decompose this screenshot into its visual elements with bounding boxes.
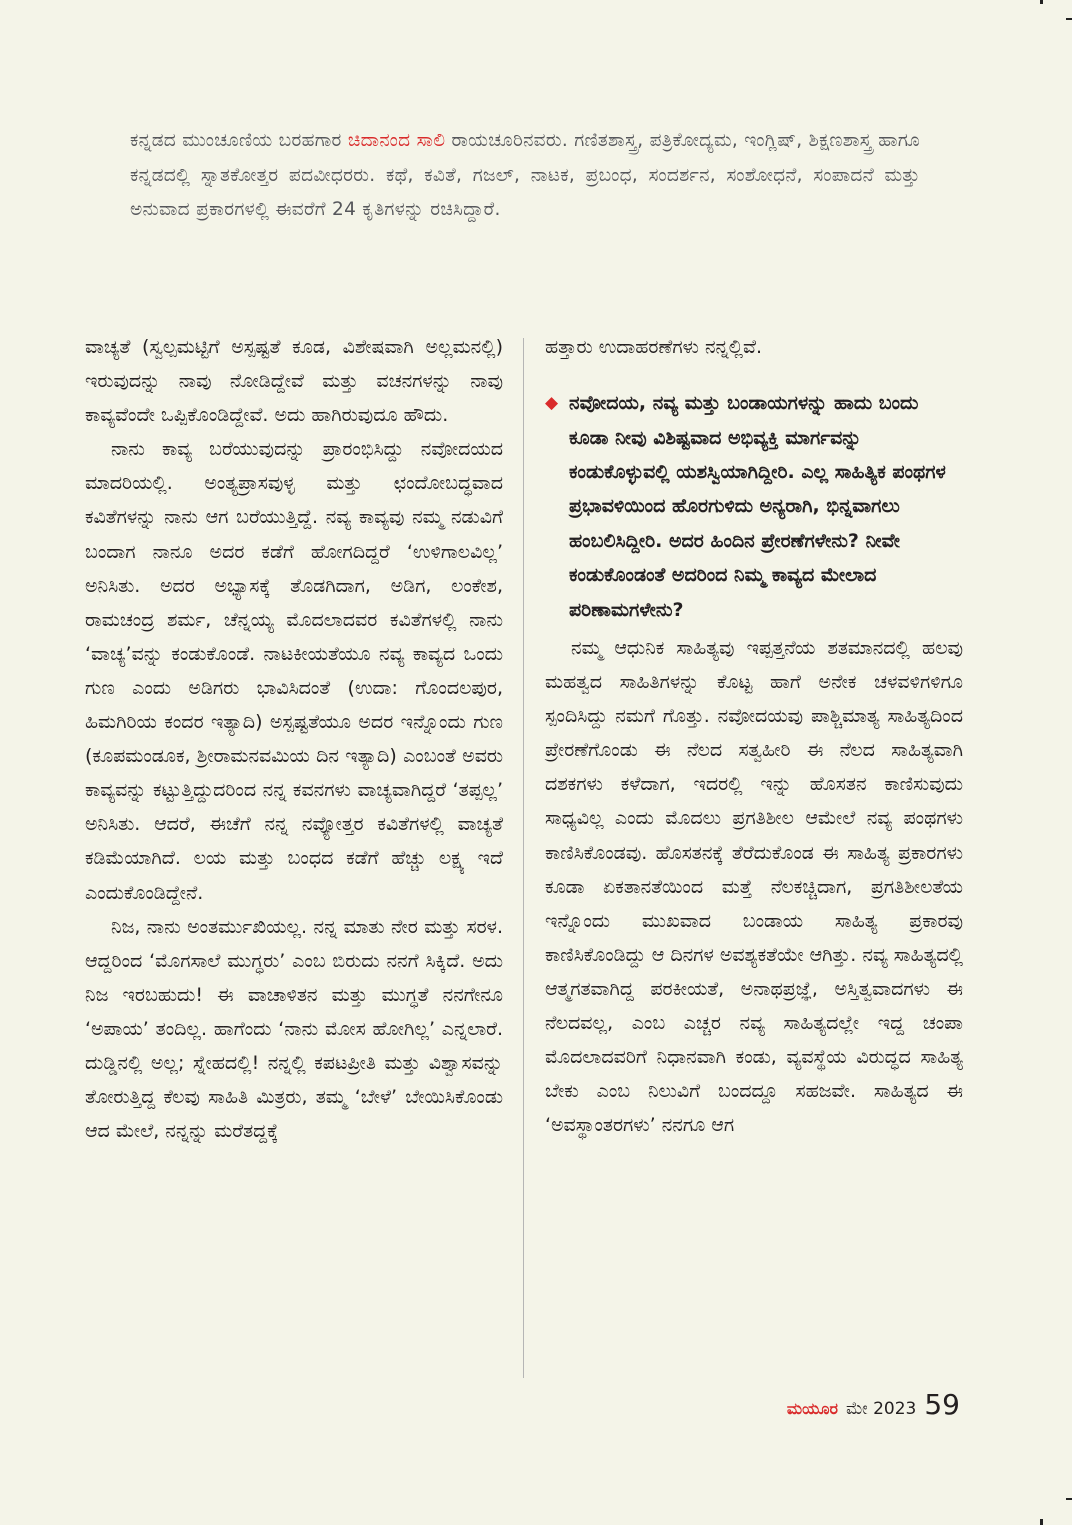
issue-date: ಮೇ 2023 xyxy=(845,1399,917,1419)
left-paragraph-1: ವಾಚ್ಯತೆ (ಸ್ವಲ್ಪಮಟ್ಟಿಗೆ ಅಸ್ಪಷ್ಟತೆ ಕೂಡ, ವಿಶೇಷವಾಗಿ ಅಲ್ಲಮನಲ್ಲಿ) ಇರುವುದನ್ನು ನಾವು ನೋಡಿದ್ದೇವೆ ಮತ್ತು ವಚನಗಳನ್ನು ನಾವು ಕಾವ್ಯವೆಂದೇ ಒಪ್ಪಿಕೊಂಡಿದ್ದೇವೆ. ಅದು ಹಾಗಿರುವುದೂ ಹೌದು. xyxy=(85,336,503,427)
crop-mark-right-top xyxy=(1066,18,1072,20)
left-paragraph-3: ನಿಜ, ನಾನು ಅಂತರ್ಮುಖಿಯಲ್ಲ. ನನ್ನ ಮಾತು ನೇರ ಮತ್ತು ಸರಳ. ಆದ್ದರಿಂದ ‘ಮೊಗಸಾಲೆ ಮುಗ್ಧರು’ ಎಂಬ ಬಿರುದು ನನಗೆ ಸಿಕ್ಕಿದೆ. ಅದು ನಿಜ ಇರಬಹುದು! ಈ ವಾಚಾಳಿತನ ಮತ್ತು ಮುಗ್ಧತೆ ನನಗೇನೂ ‘ಅಪಾಯ’ ತಂದಿಲ್ಲ. ಹಾಗೆಂದು ‘ನಾನು ಮೋಸ ಹೋಗಿಲ್ಲ’ ಎನ್ನಲಾರೆ. ದುಡ್ಡಿನಲ್ಲಿ ಅಲ್ಲ; ಸ್ನೇಹದಲ್ಲಿ! ನನ್ನಲ್ಲಿ ಕಪಟಪ್ರೀತಿ ಮತ್ತು ವಿಶ್ವಾಸವನ್ನು ತೋರುತ್ತಿದ್ದ ಕೆಲವು ಸಾಹಿತಿ ಮಿತ್ರರು, ತಮ್ಮ ‘ಬೇಳೆ’ ಬೇಯಿಸಿಕೊಂಡು ಆದ ಮೇಲೆ, ನನ್ನನ್ನು ಮರೆತದ್ದಕ್ಕೆ xyxy=(85,915,503,1143)
left-paragraph-2: ನಾನು ಕಾವ್ಯ ಬರೆಯುವುದನ್ನು ಪ್ರಾರಂಭಿಸಿದ್ದು ನವೋದಯದ ಮಾದರಿಯಲ್ಲಿ. ಅಂತ್ಯಪ್ರಾಸವುಳ್ಳ ಮತ್ತು ಛಂದೋಬದ್ಧವಾದ ಕವಿತೆಗಳನ್ನು ನಾನು ಆಗ ಬರೆಯುತ್ತಿದ್ದೆ. ನವ್ಯ ಕಾವ್ಯವು ನಮ್ಮ ನಡುವಿಗೆ ಬಂದಾಗ ನಾನೂ ಅದರ ಕಡೆಗೆ ಹೋಗದಿದ್ದರೆ ‘ಉಳಿಗಾಲವಿಲ್ಲ’ ಅನಿಸಿತು. ಅದರ ಅಭ್ಯಾಸಕ್ಕೆ ತೊಡಗಿದಾಗ, ಅಡಿಗ, ಲಂಕೇಶ, ರಾಮಚಂದ್ರ ಶರ್ಮ, ಚೆನ್ನಯ್ಯ ಮೊದಲಾದವರ ಕವಿತೆಗಳಲ್ಲಿ ನಾನು ‘ವಾಚ್ಯ’ವನ್ನು ಕಂಡುಕೊಂಡೆ. ನಾಟಕೀಯತೆಯೂ ನವ್ಯ ಕಾವ್ಯದ ಒಂದು ಗುಣ ಎಂದು ಅಡಿಗರು ಭಾವಿಸಿದಂತೆ (ಉದಾ: ಗೊಂದಲಪುರ, ಹಿಮಗಿರಿಯ ಕಂದರ ಇತ್ಯಾದಿ) ಅಸ್ಪಷ್ಟತೆಯೂ ಅದರ ಇನ್ನೊಂದು ಗುಣ (ಕೂಪಮಂಡೂಕ, ಶ್ರೀರಾಮನವಮಿಯ ದಿನ ಇತ್ಯಾದಿ) ಎಂಬಂತೆ ಅವರು ಕಾವ್ಯವನ್ನು ಕಟ್ಟುತ್ತಿದ್ದುದರಿಂದ ನನ್ನ ಕವನಗಳು ವಾಚ್ಯವಾಗಿದ್ದರೆ ‘ತಪ್ಪಲ್ಲ’ ಅನಿಸಿತು. ಆದರೆ, ಈಚೆಗೆ ನನ್ನ ನವ್ಯೋತ್ತರ ಕವಿತೆಗಳಲ್ಲಿ ವಾಚ್ಯತೆ ಕಡಿಮೆಯಾಗಿದೆ. ಲಯ ಮತ್ತು ಬಂಧದ ಕಡೆಗೆ ಹೆಚ್ಚು ಲಕ್ಷ್ಯ ಇದೆ ಎಂದುಕೊಂಡಿದ್ದೇನೆ. xyxy=(85,438,503,904)
author-name: ಚಿದಾನಂದ ಸಾಲಿ xyxy=(347,130,446,151)
interview-question xyxy=(545,386,963,627)
column-divider xyxy=(523,338,524,1378)
crop-mark-bottom xyxy=(1040,1519,1043,1525)
intro-text-before: ಕನ್ನಡದ ಮುಂಚೂಣಿಯ ಬರಹಗಾರ xyxy=(130,130,342,151)
page-footer xyxy=(787,1388,960,1421)
magazine-name: ಮಯೂರ xyxy=(786,1399,838,1418)
page-number: 59 xyxy=(924,1388,960,1421)
intro-text-after: ರಾಯಚೂರಿನವರು. ಗಣಿತಶಾಸ್ತ್ರ, ಪತ್ರಿಕೋದ್ಯಮ, ಇಂಗ್ಲಿಷ್, ಶಿಕ್ಷಣಶಾಸ್ತ್ರ ಹಾಗೂ ಕನ್ನಡದಲ್ಲಿ ಸ್ನಾತಕೋತ್ತರ ಪದವೀಧರರು. ಕಥೆ, ಕವಿತೆ, ಗಜಲ್, ನಾಟಕ, ಪ್ರಬಂಧ, ಸಂದರ್ಶನ, ಸಂಶೋಧನೆ, ಸಂಪಾದನೆ ಮತ್ತು ಅನುವಾದ ಪ್ರಕಾರಗಳಲ್ಲಿ ಈವರೆಗೆ 24 ಕೃತಿಗಳನ್ನು ರಚಿಸಿದ್ದಾರೆ. xyxy=(130,130,920,220)
red-diamond-icon: ◆ xyxy=(545,393,559,414)
right-paragraph-1: ಹತ್ತಾರು ಉದಾಹರಣೆಗಳು ನನ್ನಲ್ಲಿವೆ. xyxy=(545,336,763,358)
right-column xyxy=(545,330,963,1142)
question-text: ನವೋದಯ, ನವ್ಯ ಮತ್ತು ಬಂಡಾಯಗಳನ್ನು ಹಾದು ಬಂದು ಕೂಡಾ ನೀವು ವಿಶಿಷ್ಟವಾದ ಅಭಿವ್ಯಕ್ತಿ ಮಾರ್ಗವನ್ನು ಕಂಡುಕೊಳ್ಳುವಲ್ಲಿ ಯಶಸ್ವಿಯಾಗಿದ್ದೀರಿ. ಎಲ್ಲ ಸಾಹಿತ್ಯಿಕ ಪಂಥಗಳ ಪ್ರಭಾವಳಿಯಿಂದ ಹೊರಗುಳಿದು ಅನ್ಯರಾಗಿ, ಭಿನ್ನವಾಗಲು ಹಂಬಲಿಸಿದ್ದೀರಿ. ಅದರ ಹಿಂದಿನ ಪ್ರೇರಣೆಗಳೇನು? ನೀವೇ ಕಂಡುಕೊಂಡಂತೆ ಅದರಿಂದ ನಿಮ್ಮ ಕಾವ್ಯದ ಮೇಲಾದ ಪರಿಣಾಮಗಳೇನು? xyxy=(569,392,946,621)
right-paragraph-2: ನಮ್ಮ ಆಧುನಿಕ ಸಾಹಿತ್ಯವು ಇಪ್ಪತ್ತನೆಯ ಶತಮಾನದಲ್ಲಿ ಹಲವು ಮಹತ್ವದ ಸಾಹಿತಿಗಳನ್ನು ಕೊಟ್ಟ ಹಾಗೆ ಅನೇಕ ಚಳವಳಿಗಳಿಗೂ ಸ್ಪಂದಿಸಿದ್ದು ನಮಗೆ ಗೊತ್ತು. ನವೋದಯವು ಪಾಶ್ಚಿಮಾತ್ಯ ಸಾಹಿತ್ಯದಿಂದ ಪ್ರೇರಣೆಗೊಂಡು ಈ ನೆಲದ ಸತ್ವಹೀರಿ ಈ ನೆಲದ ಸಾಹಿತ್ಯವಾಗಿ ದಶಕಗಳು ಕಳೆದಾಗ, ಇದರಲ್ಲಿ ಇನ್ನು ಹೊಸತನ ಕಾಣಿಸುವುದು ಸಾಧ್ಯವಿಲ್ಲ ಎಂದು ಮೊದಲು ಪ್ರಗತಿಶೀಲ ಆಮೇಲೆ ನವ್ಯ ಪಂಥಗಳು ಕಾಣಿಸಿಕೊಂಡವು. ಹೊಸತನಕ್ಕೆ ತೆರೆದುಕೊಂಡ ಈ ಸಾಹಿತ್ಯ ಪ್ರಕಾರಗಳು ಕೂಡಾ ಏಕತಾನತೆಯಿಂದ ಮತ್ತೆ ನೆಲಕಚ್ಚಿದಾಗ, ಪ್ರಗತಿಶೀಲತೆಯ ಇನ್ನೊಂದು ಮುಖವಾದ ಬಂಡಾಯ ಸಾಹಿತ್ಯ ಪ್ರಕಾರವು ಕಾಣಿಸಿಕೊಂಡಿದ್ದು ಆ ದಿನಗಳ ಅವಶ್ಯಕತೆಯೇ ಆಗಿತ್ತು. ನವ್ಯ ಸಾಹಿತ್ಯದಲ್ಲಿ ಆತ್ಮಗತವಾಗಿದ್ದ ಪರಕೀಯತೆ, ಅನಾಥಪ್ರಜ್ಞೆ, ಅಸ್ತಿತ್ವವಾದಗಳು ಈ ನೆಲದವಲ್ಲ, ಎಂಬ ಎಚ್ಚರ ನವ್ಯ ಸಾಹಿತ್ಯದಲ್ಲೇ ಇದ್ದ ಚಂಪಾ ಮೊದಲಾದವರಿಗೆ ನಿಧಾನವಾಗಿ ಕಂಡು, ವ್ಯವಸ್ಥೆಯ ವಿರುದ್ಧದ ಸಾಹಿತ್ಯ ಬೇಕು ಎಂಬ ನಿಲುವಿಗೆ ಬಂದದ್ದೂ ಸಹಜವೇ. ಸಾಹಿತ್ಯದ ಈ ‘ಅವಸ್ಥಾಂತರಗಳು’ ನನಗೂ ಆಗ xyxy=(545,636,963,1137)
author-intro xyxy=(130,124,920,228)
crop-mark-right-bottom xyxy=(1066,1498,1072,1500)
crop-mark-top xyxy=(1040,0,1043,4)
left-column xyxy=(85,330,503,1148)
